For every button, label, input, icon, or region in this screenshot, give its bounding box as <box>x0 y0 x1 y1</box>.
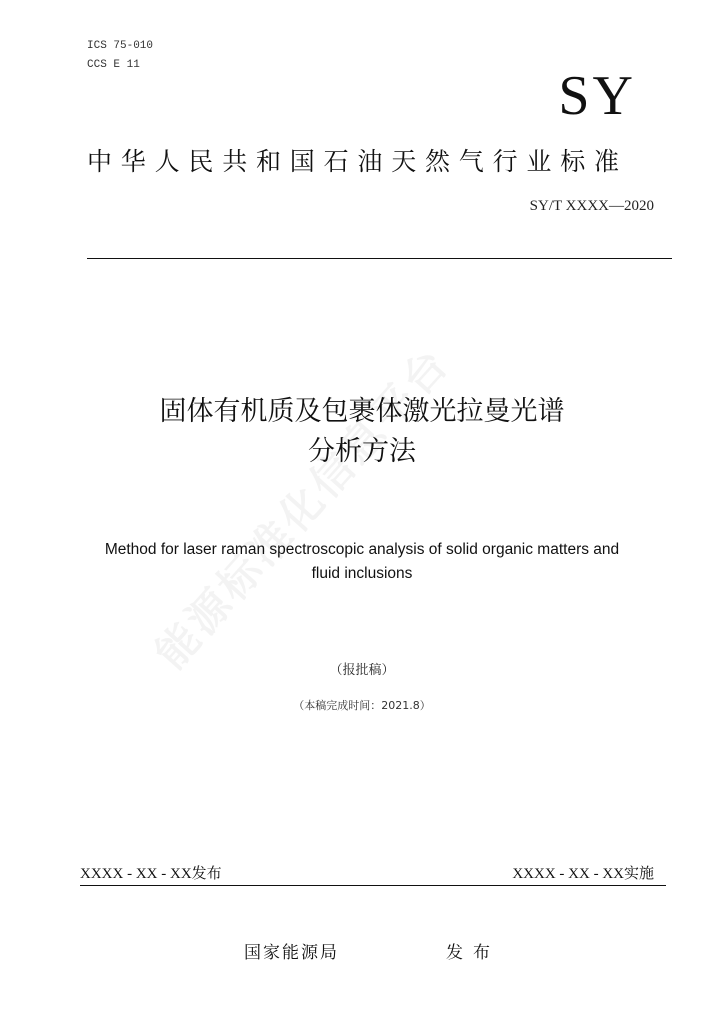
watermark-text <box>140 332 462 680</box>
standard-number: SY/T XXXX—2020 <box>529 198 654 214</box>
document-title-en <box>62 538 662 586</box>
title-cn-line-1: 固体有机质及包裹体激光拉曼光谱 <box>159 396 565 427</box>
ics-code: ICS 75-010 <box>87 40 154 52</box>
implementation-date: XXXX - XX - XX实施 <box>512 866 654 882</box>
draft-status: （报批稿） <box>329 663 395 678</box>
issuing-authority: 国家能源局 <box>244 943 339 963</box>
classification-codes <box>87 37 153 75</box>
sy-logo-mark: SY <box>558 65 636 127</box>
header-divider <box>87 258 672 259</box>
ccs-code: CCS E 11 <box>87 59 140 71</box>
footer-divider <box>80 885 666 886</box>
issue-date: XXXX - XX - XX发布 <box>80 866 222 882</box>
title-cn-line-2: 分析方法 <box>308 436 416 467</box>
standard-type-title: 中华人民共和国石油天然气行业标准 <box>87 147 628 176</box>
title-en-line-2: fluid inclusions <box>311 565 413 582</box>
draft-completion-date: （本稿完成时间：2021.8） <box>293 699 431 712</box>
issue-label: 发布 <box>446 943 500 963</box>
title-en-line-1: Method for laser raman spectroscopic analysis of solid organic matters and <box>104 541 620 558</box>
